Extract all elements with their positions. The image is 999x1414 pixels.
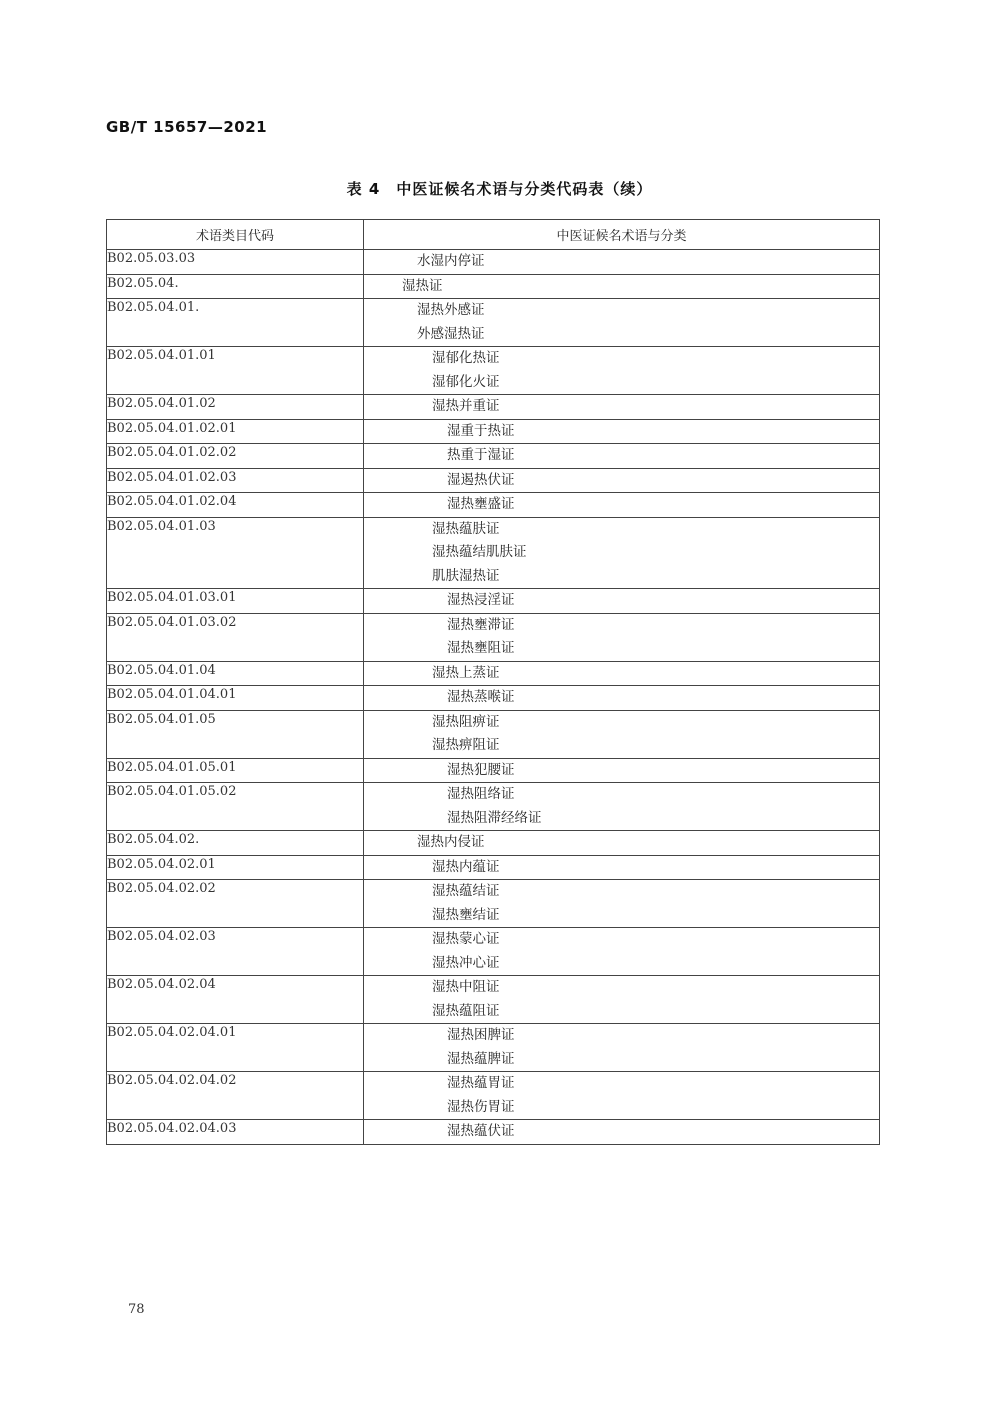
term-code-cell: B02.05.04.02.04.03 — [107, 1120, 364, 1145]
table-row — [107, 976, 880, 1024]
term-name-cell — [364, 710, 880, 758]
table-row — [107, 419, 880, 444]
term-name-cell — [364, 783, 880, 831]
term-code-cell: B02.05.04. — [107, 274, 364, 299]
table-row — [107, 783, 880, 831]
column-header-code: 术语类目代码 — [107, 220, 364, 250]
table-row — [107, 274, 880, 299]
term-code-cell: B02.05.04.01.04 — [107, 661, 364, 686]
term-code-cell: B02.05.04.02.03 — [107, 928, 364, 976]
syndrome-term: 湿热蒸喉证 — [447, 689, 515, 705]
term-name-cell — [364, 493, 880, 518]
syndrome-term: 湿热痹阻证 — [432, 737, 500, 753]
term-name-cell — [364, 468, 880, 493]
term-name-cell — [364, 855, 880, 880]
syndrome-term: 湿热内蕴证 — [432, 858, 500, 875]
term-name-cell — [364, 976, 880, 1024]
syndrome-term: 湿热蕴结证 — [432, 883, 500, 899]
syndrome-term: 湿热壅盛证 — [447, 496, 515, 512]
table-row — [107, 493, 880, 518]
term-name-cell — [364, 758, 880, 783]
term-code-cell: B02.05.04.01.02 — [107, 395, 364, 420]
term-code-cell: B02.05.04.02.04 — [107, 976, 364, 1024]
term-code-cell: B02.05.04.01.03 — [107, 517, 364, 589]
syndrome-term: 湿遏热伏证 — [447, 471, 515, 488]
table-row — [107, 1024, 880, 1072]
term-name-cell — [364, 250, 880, 275]
syndrome-term: 湿热困脾证 — [447, 1027, 515, 1043]
syndrome-term: 湿热壅滞证 — [447, 616, 515, 633]
table-row — [107, 347, 880, 395]
syndrome-term: 湿郁化热证 — [432, 350, 500, 366]
term-code-cell: B02.05.04.02.02 — [107, 880, 364, 928]
term-code-cell: B02.05.04.01. — [107, 299, 364, 347]
syndrome-term: 热重于湿证 — [447, 447, 515, 463]
term-name-cell — [364, 419, 880, 444]
term-code-cell: B02.05.04.01.02.04 — [107, 493, 364, 518]
syndrome-term: 湿热浸淫证 — [447, 592, 515, 608]
term-name-cell — [364, 880, 880, 928]
syndrome-term: 湿热中阻证 — [432, 979, 500, 995]
syndrome-term: 湿热蕴肤证 — [432, 520, 500, 537]
table-caption: 表 4 中医证候名术语与分类代码表（续） — [346, 180, 653, 198]
term-code-cell: B02.05.04.01.02.01 — [107, 419, 364, 444]
term-code-cell: B02.05.04.02.01 — [107, 855, 364, 880]
term-name-cell — [364, 1072, 880, 1120]
table-row — [107, 1120, 880, 1145]
term-code-cell: B02.05.04.02.04.02 — [107, 1072, 364, 1120]
table-row — [107, 855, 880, 880]
term-name-cell — [364, 613, 880, 661]
term-name-cell — [364, 1024, 880, 1072]
syndrome-term: 湿热证 — [402, 277, 443, 294]
syndrome-term: 湿热蕴脾证 — [447, 1050, 515, 1067]
term-code-cell: B02.05.04.01.05.01 — [107, 758, 364, 783]
term-name-cell — [364, 517, 880, 589]
term-name-cell — [364, 395, 880, 420]
syndrome-term: 湿热并重证 — [432, 398, 500, 414]
term-name-cell — [364, 444, 880, 469]
term-code-cell: B02.05.04.01.01 — [107, 347, 364, 395]
term-code-cell: B02.05.04.01.03.02 — [107, 613, 364, 661]
table-row — [107, 395, 880, 420]
term-code-cell: B02.05.04.02.04.01 — [107, 1024, 364, 1072]
table-row — [107, 468, 880, 493]
term-name-cell — [364, 661, 880, 686]
term-code-cell: B02.05.04.01.03.01 — [107, 589, 364, 614]
syndrome-term: 外感湿热证 — [417, 325, 485, 342]
term-name-cell — [364, 1120, 880, 1145]
syndrome-term: 湿热阻滞经络证 — [447, 809, 542, 826]
table-body — [107, 250, 880, 1145]
syndrome-term: 湿热上蒸证 — [432, 664, 500, 681]
term-code-cell: B02.05.04.01.05.02 — [107, 783, 364, 831]
term-code-cell: B02.05.04.02. — [107, 831, 364, 856]
syndrome-term: 湿热外感证 — [417, 302, 485, 318]
syndrome-term: 湿热蕴结肌肤证 — [432, 544, 527, 560]
term-code-cell: B02.05.03.03 — [107, 250, 364, 275]
syndrome-term: 湿热蕴胃证 — [447, 1075, 515, 1091]
term-code-cell: B02.05.04.01.02.03 — [107, 468, 364, 493]
term-code-cell: B02.05.04.01.04.01 — [107, 686, 364, 711]
classification-code-table — [106, 219, 880, 1145]
table-row — [107, 517, 880, 589]
table-row — [107, 928, 880, 976]
syndrome-term: 湿热阻络证 — [447, 786, 515, 802]
term-code-cell: B02.05.04.01.02.02 — [107, 444, 364, 469]
page-number: 78 — [128, 1302, 145, 1317]
syndrome-term: 湿重于热证 — [447, 422, 515, 439]
table-row — [107, 250, 880, 275]
syndrome-term: 湿热蒙心证 — [432, 931, 500, 947]
table-row — [107, 444, 880, 469]
table-row — [107, 686, 880, 711]
table-row — [107, 661, 880, 686]
column-header-term: 中医证候名术语与分类 — [364, 220, 880, 250]
syndrome-term: 湿热犯腰证 — [447, 761, 515, 778]
syndrome-term: 水湿内停证 — [417, 253, 485, 269]
term-name-cell — [364, 299, 880, 347]
syndrome-term: 湿热内侵证 — [417, 834, 485, 850]
table-row — [107, 299, 880, 347]
standard-number: GB/T 15657—2021 — [106, 118, 268, 136]
term-name-cell — [364, 831, 880, 856]
table-row — [107, 758, 880, 783]
table-row — [107, 710, 880, 758]
table-header-row — [107, 220, 880, 250]
syndrome-term: 湿郁化火证 — [432, 373, 500, 390]
term-code-cell: B02.05.04.01.05 — [107, 710, 364, 758]
table-row — [107, 589, 880, 614]
syndrome-term: 湿热壅结证 — [432, 906, 500, 923]
table-row — [107, 613, 880, 661]
syndrome-term: 湿热冲心证 — [432, 954, 500, 971]
syndrome-term: 湿热伤胃证 — [447, 1098, 515, 1115]
syndrome-term: 湿热蕴伏证 — [447, 1123, 515, 1139]
table-row — [107, 831, 880, 856]
table-row — [107, 1072, 880, 1120]
syndrome-term: 湿热蕴阻证 — [432, 1002, 500, 1019]
syndrome-term: 肌肤湿热证 — [432, 567, 500, 584]
syndrome-term: 湿热阻痹证 — [432, 713, 500, 730]
term-name-cell — [364, 589, 880, 614]
syndrome-term: 湿热壅阻证 — [447, 640, 515, 656]
term-name-cell — [364, 686, 880, 711]
term-name-cell — [364, 347, 880, 395]
table-row — [107, 880, 880, 928]
term-name-cell — [364, 928, 880, 976]
term-name-cell — [364, 274, 880, 299]
